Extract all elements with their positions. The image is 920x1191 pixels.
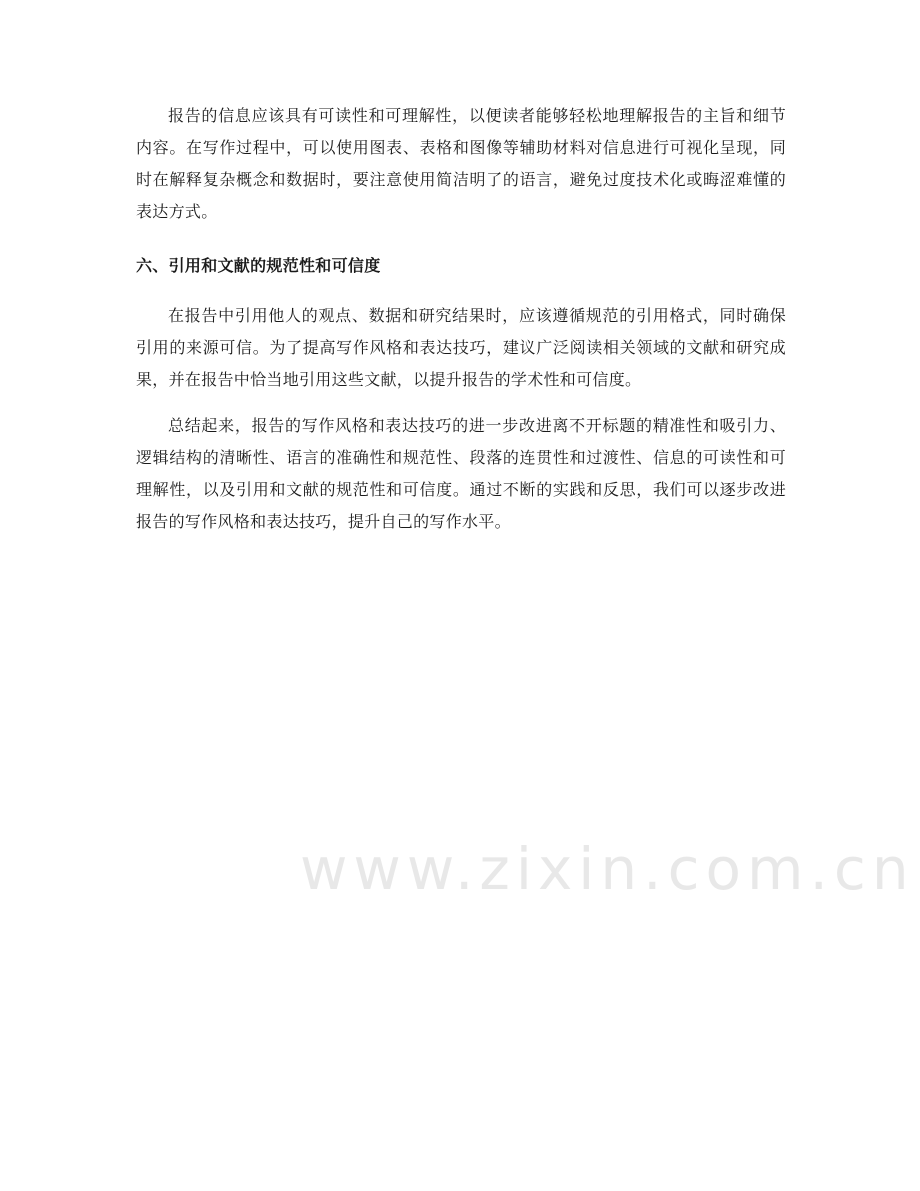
watermark-text: www.zixin.com.cn: [300, 835, 915, 903]
section-heading-citations: 六、引用和文献的规范性和可信度: [136, 256, 381, 275]
paragraph-readability: 报告的信息应该具有可读性和可理解性，以便读者能够轻松地理解报告的主旨和细节内容。在写作过程中，可以使用图表、表格和图像等辅助材料对信息进行可视化呈现，同时在解释复杂概念和数据时，要注意使用简洁明了的语言，避免过度技术化或晦涩难懂的表达方式。: [136, 106, 786, 221]
document-body: [136, 100, 786, 538]
paragraph-summary: 总结起来，报告的写作风格和表达技巧的进一步改进离不开标题的精准性和吸引力、逻辑结构的清晰性、语言的准确性和规范性、段落的连贯性和过渡性、信息的可读性和可理解性，以及引用和文献的规范性和可信度。通过不断的实践和反思，我们可以逐步改进报告的写作风格和表达技巧，提升自己的写作水平。: [136, 416, 786, 531]
paragraph-citations: 在报告中引用他人的观点、数据和研究结果时，应该遵循规范的引用格式，同时确保引用的来源可信。为了提高写作风格和表达技巧，建议广泛阅读相关领域的文献和研究成果，并在报告中恰当地引用这些文献，以提升报告的学术性和可信度。: [136, 306, 786, 389]
